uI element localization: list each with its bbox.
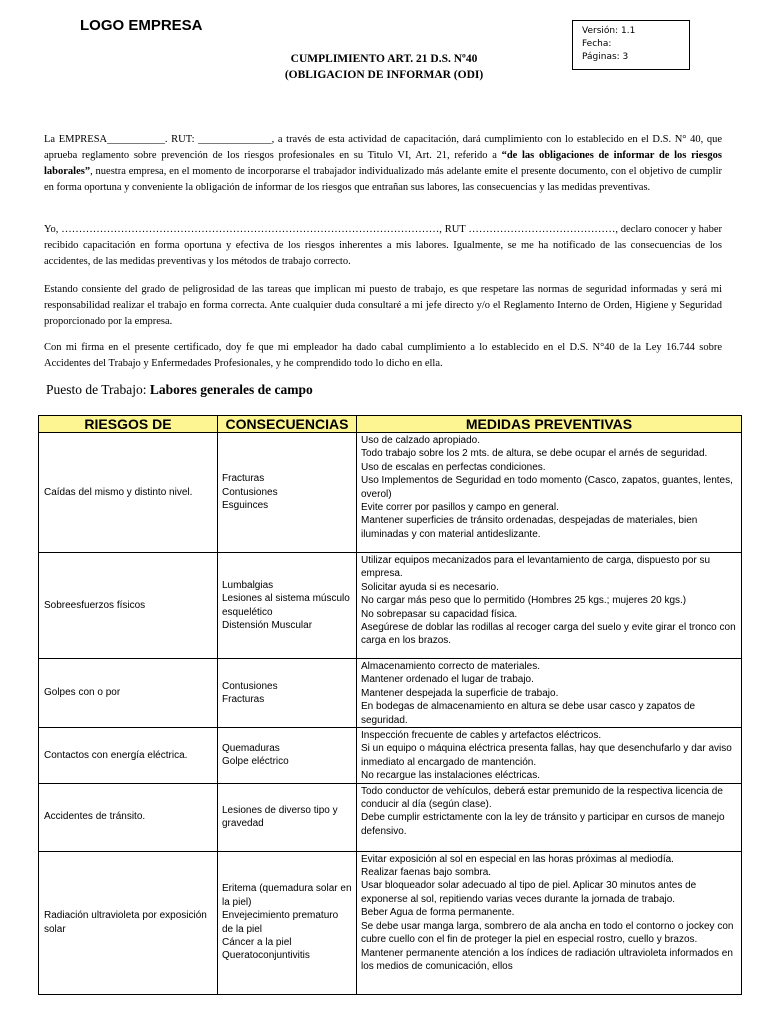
risk-cell: Caídas del mismo y distinto nivel. bbox=[39, 433, 218, 553]
signature-paragraph: Con mi firma en el presente certificado, doy fe que mi empleador ha dado cabal cumplimiento a lo establecido en el D.S. N°40 de la Ley 16.744 sobre Accidentes del Trabajo y Enfermedades Profesionales, y he comprendido todo lo dicho en ella. bbox=[44, 342, 722, 369]
table-row bbox=[39, 851, 742, 994]
measures-cell: Inspección frecuente de cables y artefactos eléctricos. Si un equipo o máquina eléctrica presenta fallas, hay que desenchufarlo y dar aviso inmediato al encargado de mantención. No recargue las instalaciones eléctricas. bbox=[357, 728, 742, 784]
company-logo-placeholder: LOGO EMPRESA bbox=[80, 17, 203, 34]
consequences-cell: Contusiones Fracturas bbox=[218, 659, 357, 728]
consequences-cell: Fracturas Contusiones Esguinces bbox=[218, 433, 357, 553]
declaration-paragraph: Yo, ………………………………………………………………………………………………, RUT ……………………………………, declaro conocer y haber recibido capacitación en forma oportuna y efectiva de los riesgos inherentes a mis labores. Igualmente, se me ha notificado de las consecuencias de los accidentes, de las medidas preventivas y los métodos de trabajo correcto. bbox=[44, 224, 722, 267]
risk-cell: Golpes con o por bbox=[39, 659, 218, 728]
intro-text-a: La EMPRESA___________. RUT: ______________, a través de esta actividad de capacitación, dará cumplimiento con lo establecido en el D.S. N° 40, que aprueba reglamento sobre prevención de los riesgos profesionales en su Titulo VI, Art. 21, referido a bbox=[44, 134, 722, 161]
risk-table bbox=[38, 415, 742, 995]
document-title: CUMPLIMIENTO ART. 21 D.S. Nº40 bbox=[290, 53, 478, 65]
job-position-label: Puesto de Trabajo: bbox=[46, 382, 150, 397]
risk-cell: Accidentes de tránsito. bbox=[39, 783, 218, 851]
consequences-cell: Eritema (quemadura solar en la piel) Envejecimiento prematuro de la piel Cáncer a la piel Queratoconjuntivitis bbox=[218, 851, 357, 994]
consequences-cell: Lesiones de diverso tipo y gravedad bbox=[218, 783, 357, 851]
header-riesgos: RIESGOS DE bbox=[39, 416, 218, 433]
measures-cell: Todo conductor de vehículos, deberá estar premunido de la respectiva licencia de conducir al día (según clase). Debe cumplir estrictamente con la ley de tránsito y participar en cursos de manejo defensivo. bbox=[357, 783, 742, 851]
date-label: Fecha: bbox=[582, 39, 612, 49]
table-row bbox=[39, 659, 742, 728]
table-row bbox=[39, 553, 742, 659]
measures-cell: Evitar exposición al sol en especial en las horas próximas al mediodía. Realizar faenas bajo sombra. Usar bloqueador solar adecuado al tipo de piel. Aplicar 30 minutos antes de exponerse al sol, repitiendo varias veces durante la jornada de trabajo. Beber Agua de forma permanente. Se debe usar manga larga, sombrero de ala ancha en todo el contorno o jockey con cubre cuello con el fin de proteger la piel en especial rostro, cuello y brazos. Mantener permanente atención a los índices de radiación ultravioleta informados en los medios de comunicación, ellos bbox=[357, 851, 742, 994]
pages-label: Páginas: 3 bbox=[582, 52, 629, 62]
measures-cell: Utilizar equipos mecanizados para el levantamiento de carga, dispuesto por su empresa. Solicitar ayuda si es necesario. No cargar más peso que lo permitido (Hombres 25 kgs.; mujeres 20 kgs.) No sobrepasar su capacidad física. Asegúrese de doblar las rodillas al recoger carga del suelo y evite girar el tronco con carga en los brazos. bbox=[357, 553, 742, 659]
job-position-value: Labores generales de campo bbox=[149, 382, 313, 397]
version-label: Versión: 1.1 bbox=[582, 26, 636, 36]
risk-cell: Radiación ultravioleta por exposición solar bbox=[39, 851, 218, 994]
header-medidas: MEDIDAS PREVENTIVAS bbox=[357, 416, 742, 433]
table-row bbox=[39, 433, 742, 553]
header-consecuencias: CONSECUENCIAS bbox=[218, 416, 357, 433]
job-position bbox=[46, 382, 313, 398]
commitment-paragraph: Estando consiente del grado de peligrosidad de las tareas que implican mi puesto de trabajo, es que respetare las normas de seguridad informadas y será mi responsabilidad realizar el trabajo en forma correcta. Ante cualquier duda consultaré a mi jefe directo y/o el Reglamento Interno de Orden, Higiene y Seguridad proporcionado por la empresa. bbox=[44, 284, 722, 327]
table-row bbox=[39, 783, 742, 851]
measures-cell: Almacenamiento correcto de materiales. Mantener ordenado el lugar de trabajo. Mantener despejada la superficie de trabajo. En bodegas de almacenamiento en altura se debe usar casco y zapatos de seguridad. bbox=[357, 659, 742, 728]
table-row bbox=[39, 728, 742, 784]
risk-cell: Contactos con energía eléctrica. bbox=[39, 728, 218, 784]
risk-table-header-row bbox=[39, 416, 742, 433]
consequences-cell: Lumbalgias Lesiones al sistema músculo esquelético Distensión Muscular bbox=[218, 553, 357, 659]
intro-text-b: , nuestra empresa, en el momento de incorporarse el trabajador individualizado más adelante emite el presente documento, con el objetivo de cumplir en forma oportuna y conveniente la obligación de informar de los riesgos que entrañan sus labores, las consecuencias y las medidas preventivas. bbox=[44, 166, 722, 193]
intro-text-bold: “de las obligaciones de informar de los riesgos laborales” bbox=[44, 150, 722, 177]
measures-cell: Uso de calzado apropiado. Todo trabajo sobre los 2 mts. de altura, se debe ocupar el arnés de seguridad. Uso de escalas en perfectas condiciones. Uso Implementos de Seguridad en todo momento (Casco, zapatos, guantes, lentes, overol) Evite correr por pasillos y campo en general. Mantener superficies de tránsito ordenadas, despejadas de materiales, bien iluminadas y con material antideslizante. bbox=[357, 433, 742, 553]
document-subtitle: (OBLIGACION DE INFORMAR (ODI) bbox=[284, 69, 484, 81]
consequences-cell: Quemaduras Golpe eléctrico bbox=[218, 728, 357, 784]
intro-paragraph bbox=[44, 132, 722, 196]
risk-cell: Sobreesfuerzos físicos bbox=[39, 553, 218, 659]
